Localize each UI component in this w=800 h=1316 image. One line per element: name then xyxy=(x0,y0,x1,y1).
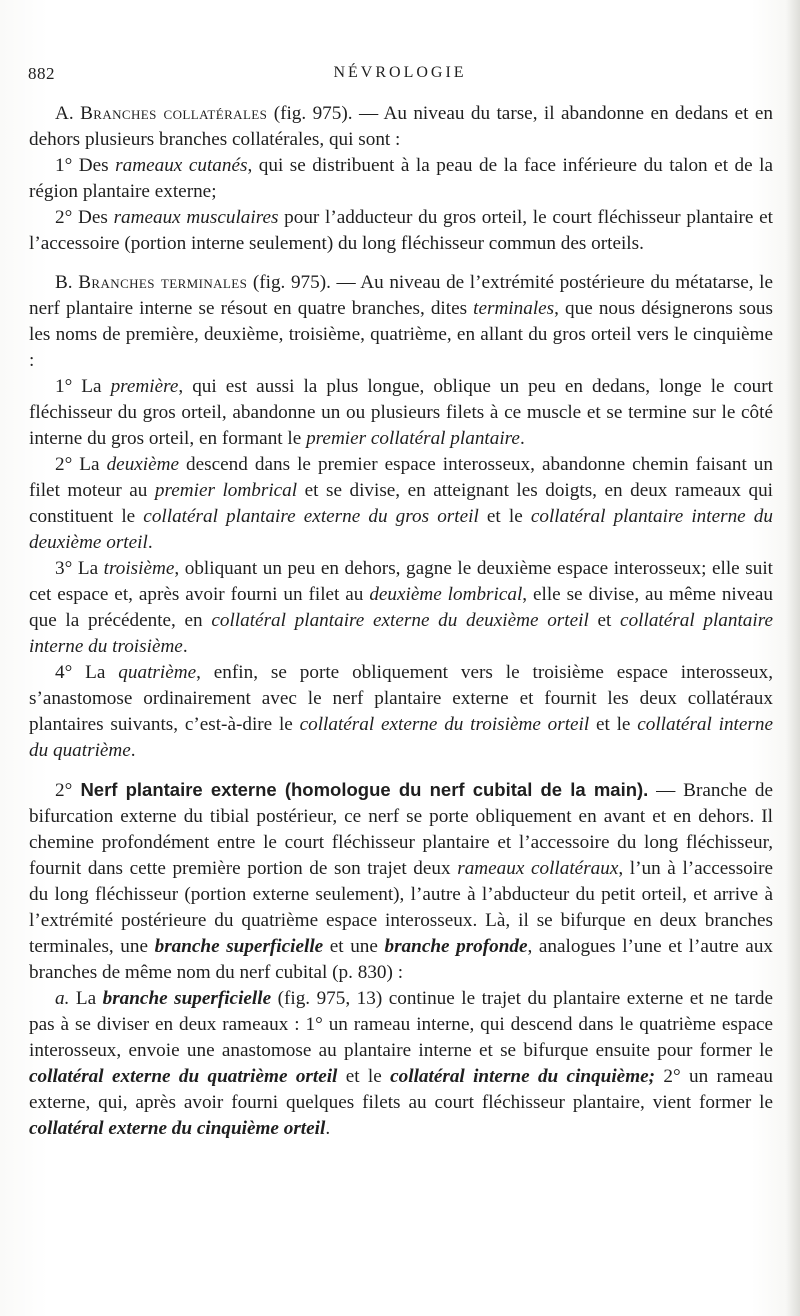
section-2-emphasis-1: rameaux collatéraux xyxy=(457,858,619,879)
item-b2-text-mid-1: descend dans le premier espace interosseux, abandonne chemin faisant un filet moteur au xyxy=(29,454,773,501)
item-b4-emphasis-3: collatéral interne du quatrième xyxy=(29,714,773,761)
item-a2-paragraph xyxy=(29,205,773,257)
item-b3-paragraph xyxy=(29,556,773,660)
item-b2-text: La xyxy=(72,454,107,475)
item-b3-emphasis-2: deuxième lombrical xyxy=(369,584,523,605)
section-b-label: B. xyxy=(55,272,73,293)
item-b4-text-end: . xyxy=(130,740,136,761)
item-c-emphasis-3: collatéral interne du cinquième; xyxy=(390,1066,656,1087)
item-b2-emphasis-2: premier lombrical xyxy=(154,480,298,501)
item-b4-text: La xyxy=(72,662,119,683)
item-a1-paragraph xyxy=(29,153,773,205)
section-a-title: Branches collatérales xyxy=(80,103,268,124)
section-b-figure-ref: (fig. 975). xyxy=(252,272,331,293)
item-b3-emphasis-1: troisième xyxy=(103,558,175,579)
item-b1-paragraph xyxy=(29,374,773,452)
section-2-text-4: , analogues l’une et l’autre aux branches de même nom du nerf cubital (p. 830) : xyxy=(29,936,774,983)
section-b-emphasis: terminales xyxy=(473,298,555,319)
section-2-emphasis-2: branche superficielle xyxy=(154,936,324,957)
item-b1-number: 1° xyxy=(55,376,73,397)
section-2-emphasis-3: branche profonde xyxy=(384,936,528,957)
item-b3-emphasis-3: collatéral plantaire externe du deuxième orteil xyxy=(211,610,589,631)
item-c-emphasis-2: collatéral externe du quatrième orteil xyxy=(29,1066,338,1087)
item-b3-emphasis-4: collatéral plantaire interne du troisième xyxy=(29,610,773,657)
running-title: NÉVROLOGIE xyxy=(333,64,467,81)
item-c-text: La xyxy=(69,988,103,1009)
item-a1-text: Des xyxy=(72,155,116,176)
item-b2-text-end: . xyxy=(147,532,153,553)
item-c-text-mid-2: et le xyxy=(337,1066,391,1087)
section-2-paragraph xyxy=(29,777,773,986)
item-a2-text-end: pour l’adducteur du gros orteil, le court fléchisseur plantaire et l’accessoire (portion interne seulement) du long fléchisseur commun des orteils. xyxy=(29,207,773,254)
item-b1-text-mid: , qui est aussi la plus longue, oblique un peu en dedans, longe le court fléchisseur du gros orteil, abandonne un ou plusieurs filets à ce muscle et se termine sur le côté interne du gros orteil, en formant le xyxy=(29,376,773,449)
item-a2-text: Des xyxy=(72,207,114,228)
item-b2-text-mid-2: et se divise, en atteignant les doigts, en deux rameaux qui constituent le xyxy=(29,480,773,527)
item-c-label: a. xyxy=(55,988,70,1009)
item-a1-emphasis: rameaux cutanés xyxy=(115,155,248,176)
item-b3-text-mid-2: , elle se divise, au même niveau que la précédente, en xyxy=(29,584,773,631)
page-header xyxy=(28,64,772,88)
item-c-emphasis-1: branche superficielle xyxy=(102,988,272,1009)
item-b3-text-end: . xyxy=(182,636,188,657)
item-b2-emphasis-4: collatéral plantaire interne du deuxième orteil xyxy=(29,506,773,553)
section-a-figure-ref: (fig. 975). xyxy=(273,103,353,124)
item-c-emphasis-4: collatéral externe du cinquième orteil xyxy=(29,1118,326,1139)
page-number: 882 xyxy=(28,64,55,83)
section-2-number: 2° xyxy=(55,780,73,801)
item-b1-emphasis-2: premier collatéral plantaire xyxy=(306,428,520,449)
page-edge-shadow xyxy=(786,0,800,1316)
item-b2-text-mid-3: et le xyxy=(478,506,531,527)
item-b2-paragraph xyxy=(29,452,773,556)
item-b1-emphasis-1: première xyxy=(110,376,179,397)
section-2-text-2: , l’un à l’accessoire du long fléchisseur (portion externe seulement), l’autre à l’abducteur du petit orteil, et arrive à l’extrémité postérieure du quatrième espace interosseux. Là, il se bifurque en deux branches terminales, une xyxy=(29,858,773,957)
item-b3-text-mid-3: et xyxy=(588,610,621,631)
item-b2-emphasis-3: collatéral plantaire externe du gros orteil xyxy=(143,506,479,527)
item-b3-text-mid-1: , obliquant un peu en dehors, gagne le deuxième espace interosseux; elle suit cet espace et, après avoir fourni un filet au xyxy=(29,558,773,605)
item-b4-text-mid-1: , enfin, se porte obliquement vers le troisième espace interosseux, s’anastomose ordinairement avec le nerf plantaire externe et fournit les deux collatéraux plantaires suivants, c’est-à-dire le xyxy=(29,662,773,735)
item-c-text-mid-1: (fig. 975, 13) continue le trajet du plantaire externe et ne tarde pas à se diviser en deux rameaux : 1° un rameau interne, qui descend dans le quatrième espace interosseux, envoie une anastomose au plantaire interne et se bifurque ensuite pour former le xyxy=(29,988,773,1061)
item-b2-emphasis-1: deuxième xyxy=(106,454,180,475)
item-a1-number: 1° xyxy=(55,155,73,176)
section-b-paragraph xyxy=(29,270,773,374)
section-a-paragraph xyxy=(29,101,773,153)
section-2-title: Nerf plantaire externe (homologue du nerf cubital de la main). xyxy=(72,779,649,800)
item-a1-text-end: , qui se distribuent à la peau de la face inférieure du talon et de la région plantaire externe; xyxy=(29,155,774,202)
section-b-text: — Au niveau de l’extrémité postérieure du métatarse, le nerf plantaire interne se résout en quatre branches, dites xyxy=(29,272,773,319)
item-a2-emphasis: rameaux musculaires xyxy=(113,207,279,228)
section-a-label: A. xyxy=(55,103,74,124)
item-b2-number: 2° xyxy=(55,454,73,475)
item-c-paragraph xyxy=(29,986,773,1142)
item-b1-text: La xyxy=(72,376,111,397)
item-c-text-mid-3: 2° un rameau externe, qui, après avoir fourni quelques filets au court fléchisseur plantaire, vient former le xyxy=(29,1066,773,1113)
item-b4-text-mid-2: et le xyxy=(589,714,638,735)
item-b1-text-end: . xyxy=(519,428,525,449)
section-a-text: — Au niveau du tarse, il abandonne en dedans et en dehors plusieurs branches collatérales, qui sont : xyxy=(29,103,774,150)
section-b-title: Branches terminales xyxy=(78,272,248,293)
item-b3-text: La xyxy=(72,558,104,579)
item-a2-number: 2° xyxy=(55,207,73,228)
item-b4-emphasis-1: quatrième xyxy=(118,662,197,683)
item-b4-emphasis-2: collatéral externe du troisième orteil xyxy=(299,714,590,735)
section-b-text-end: , que nous désignerons sous les noms de première, deuxième, troisième, quatrième, en allant du gros orteil vers le cinquième : xyxy=(29,298,773,371)
page-body xyxy=(29,101,773,1142)
item-b4-paragraph xyxy=(29,660,773,764)
section-2-text-3: et une xyxy=(323,936,385,957)
item-b4-number: 4° xyxy=(55,662,73,683)
section-2-text-1: — Branche de bifurcation externe du tibial postérieur, ce nerf se porte obliquement en avant et en dehors. Il chemine profondément entre le court fléchisseur plantaire et l’accessoire du long fléchisseur, fournit dans cette première portion de son trajet deux xyxy=(29,780,773,879)
item-c-text-end: . xyxy=(325,1118,331,1139)
item-b3-number: 3° xyxy=(55,558,73,579)
